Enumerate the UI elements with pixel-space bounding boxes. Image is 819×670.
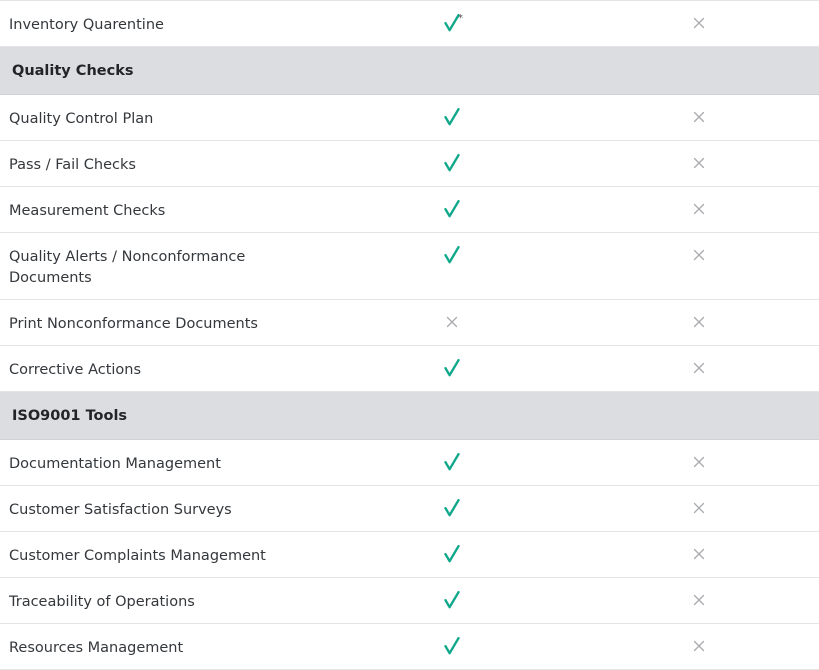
- feature-label: Corrective Actions: [9, 362, 142, 378]
- cross-icon: [687, 542, 711, 566]
- table-row: [0, 1, 819, 47]
- feature-label: Quality Control Plan: [9, 111, 154, 127]
- check-icon: [440, 496, 464, 520]
- cross-icon: [687, 151, 711, 175]
- section-title: Quality Checks: [12, 62, 134, 79]
- check-icon: [440, 197, 464, 221]
- check-icon: [440, 243, 464, 267]
- feature-label: Customer Complaints Management: [9, 548, 266, 564]
- cross-icon: [440, 310, 464, 334]
- cross-icon: [687, 588, 711, 612]
- check-icon: [440, 105, 464, 129]
- cross-icon: [687, 310, 711, 334]
- table-row: [0, 141, 819, 187]
- table-row: [0, 486, 819, 532]
- cross-icon: [687, 243, 711, 267]
- feature-label: Measurement Checks: [9, 203, 166, 219]
- check-icon: [440, 542, 464, 566]
- section-title: ISO9001 Tools: [12, 407, 128, 424]
- cross-icon: [687, 634, 711, 658]
- feature-label: Quality Alerts / Nonconformance Documents: [9, 249, 246, 286]
- check-icon: [440, 634, 464, 658]
- table-row: [0, 300, 819, 346]
- feature-label: Resources Management: [9, 640, 184, 656]
- check-icon: [440, 356, 464, 380]
- cross-icon: [687, 11, 711, 35]
- feature-label: Documentation Management: [9, 456, 221, 472]
- feature-label: Customer Satisfaction Surveys: [9, 502, 232, 518]
- feature-label: Traceability of Operations: [9, 594, 195, 610]
- check-icon: [440, 151, 464, 175]
- table-row: [0, 233, 819, 300]
- section-header: [0, 392, 819, 440]
- table-row: [0, 346, 819, 392]
- cross-icon: [687, 356, 711, 380]
- cross-icon: [687, 197, 711, 221]
- cross-icon: [687, 105, 711, 129]
- table-row: [0, 95, 819, 141]
- cross-icon: [687, 450, 711, 474]
- footnote-marker: *: [458, 13, 463, 24]
- check-icon: [440, 450, 464, 474]
- check-icon: [440, 588, 464, 612]
- feature-label: Pass / Fail Checks: [9, 157, 136, 173]
- table-row: [0, 440, 819, 486]
- cross-icon: [687, 496, 711, 520]
- table-row: [0, 187, 819, 233]
- table-row: [0, 578, 819, 624]
- section-header: [0, 47, 819, 95]
- table-row: [0, 624, 819, 670]
- feature-label: Print Nonconformance Documents: [9, 316, 258, 332]
- table-row: [0, 532, 819, 578]
- feature-label: Inventory Quarentine: [9, 17, 164, 33]
